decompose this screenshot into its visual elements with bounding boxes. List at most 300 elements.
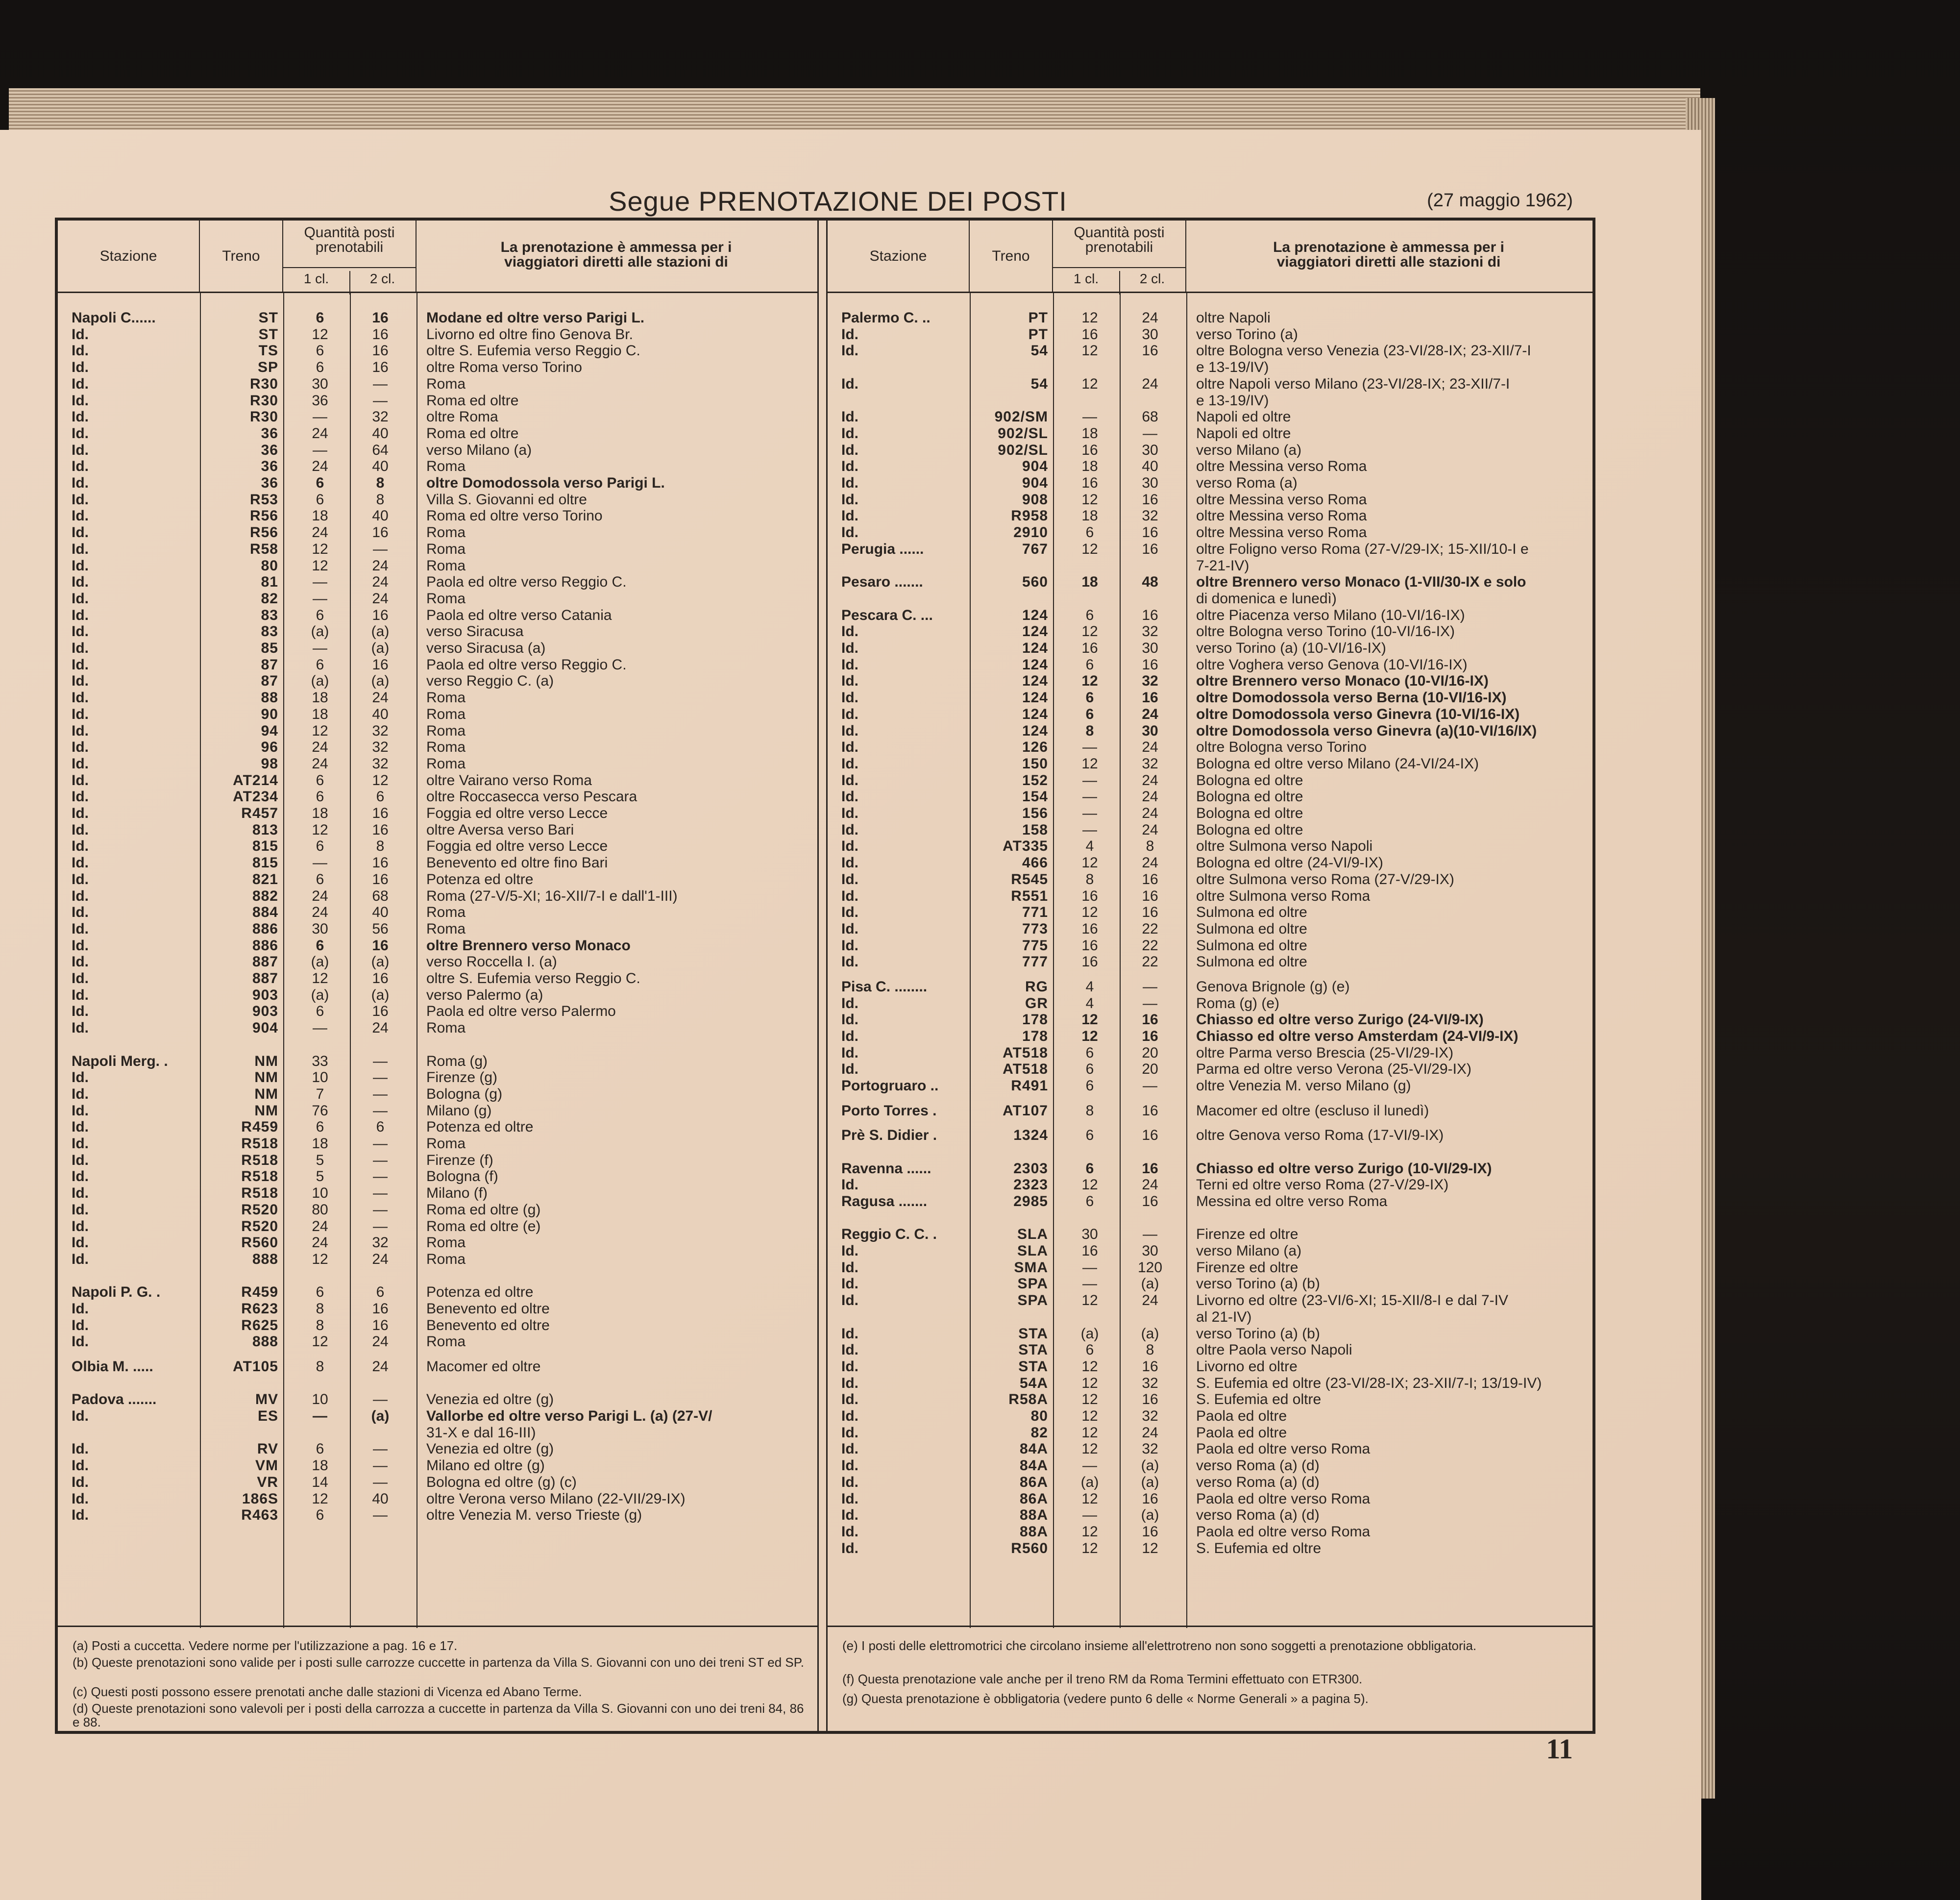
station-cell: Id. — [841, 442, 858, 458]
first-class-cell: 4 — [1085, 838, 1094, 855]
destination-cell: oltre Aversa verso Bari — [426, 821, 574, 838]
station-cell: Id. — [841, 1259, 858, 1276]
second-class-cell: 16 — [1142, 607, 1158, 623]
table-row — [828, 822, 1592, 839]
table-row — [828, 326, 1592, 343]
destination-cell: verso Torino (a) (10-VI/16-IX) — [1196, 640, 1386, 656]
train-cell: 178 — [1022, 1012, 1048, 1028]
train-cell: R518 — [241, 1152, 278, 1168]
table-row — [58, 1185, 817, 1202]
first-class-cell: 7 — [316, 1086, 324, 1102]
first-class-cell: 12 — [1081, 1177, 1098, 1193]
station-cell: Porto Torres . — [841, 1102, 937, 1119]
train-cell: 2303 — [1013, 1160, 1048, 1177]
train-cell: 884 — [252, 904, 278, 921]
table-row — [58, 393, 817, 409]
station-cell: Id. — [841, 640, 858, 656]
station-cell: Id. — [72, 855, 89, 871]
train-cell: 88A — [1019, 1523, 1048, 1540]
train-cell: MV — [255, 1391, 278, 1408]
station-cell: Id. — [72, 524, 89, 541]
second-class-cell: 24 — [1142, 805, 1158, 821]
destination-cell: Benevento ed oltre fino Bari — [426, 855, 608, 871]
station-cell: Id. — [72, 871, 89, 888]
page-number: 11 — [1546, 1733, 1573, 1765]
destination-cell: 7-21-IV) — [1196, 557, 1250, 574]
destination-cell: Roma — [426, 375, 466, 392]
table-row — [828, 1441, 1592, 1457]
destination-column-header — [416, 221, 816, 292]
table-row — [828, 772, 1592, 789]
train-cell: 124 — [1022, 607, 1048, 623]
first-class-cell: 12 — [312, 722, 328, 739]
second-class-cell: — — [1143, 995, 1157, 1012]
station-cell: Id. — [72, 475, 89, 491]
station-cell: Id. — [72, 1086, 89, 1102]
first-class-cell: 12 — [312, 1251, 328, 1267]
first-class-cell: 4 — [1085, 995, 1094, 1012]
train-cell: 882 — [252, 888, 278, 904]
first-class-cell: 12 — [1081, 541, 1098, 557]
first-class-cell: 12 — [1081, 375, 1098, 392]
table-row — [58, 1218, 817, 1235]
station-cell: Id. — [841, 772, 858, 789]
first-class-cell: 6 — [316, 607, 324, 623]
first-class-cell: 12 — [1081, 1441, 1098, 1457]
destination-cell: Milano (f) — [426, 1185, 488, 1202]
table-row — [58, 805, 817, 822]
station-cell: Id. — [841, 673, 858, 690]
station-cell: Id. — [841, 706, 858, 722]
second-class-cell: 16 — [1142, 656, 1158, 673]
first-class-cell: — — [1082, 789, 1097, 805]
station-cell: Portogruaro .. — [841, 1078, 939, 1094]
train-header-label: Treno — [222, 248, 260, 264]
table-row — [828, 888, 1592, 905]
second-class-cell: 16 — [372, 359, 389, 376]
destination-cell: S. Eufemia ed oltre — [1196, 1391, 1322, 1408]
first-class-cell: — — [313, 409, 327, 425]
destination-cell: oltre Brennero verso Monaco — [426, 937, 631, 954]
first-class-cell: 6 — [316, 656, 324, 673]
second-class-cell: 24 — [372, 690, 389, 706]
table-row — [58, 772, 817, 789]
station-cell: Id. — [841, 904, 858, 921]
train-cell: 152 — [1022, 772, 1048, 789]
second-class-cell: 16 — [1142, 343, 1158, 359]
train-cell: 815 — [252, 855, 278, 871]
first-class-cell: 8 — [316, 1358, 324, 1375]
first-class-cell: 6 — [316, 1441, 324, 1457]
table-row — [828, 1342, 1592, 1358]
second-class-cell: 16 — [1142, 888, 1158, 904]
first-class-cell: — — [313, 574, 327, 591]
train-cell: R518 — [241, 1135, 278, 1152]
first-class-cell: 12 — [1081, 1424, 1098, 1441]
first-class-cell: 18 — [312, 508, 328, 524]
table-row — [828, 524, 1592, 541]
second-class-cell: 24 — [1142, 772, 1158, 789]
station-cell: Id. — [841, 1292, 858, 1309]
second-class-cell: 30 — [1142, 640, 1158, 656]
station-cell: Prè S. Didier . — [841, 1127, 937, 1144]
destination-cell: oltre Sulmona verso Napoli — [1196, 838, 1373, 855]
table-row — [58, 1234, 817, 1251]
train-cell: R56 — [249, 508, 278, 524]
first-class-cell: 12 — [1081, 904, 1098, 921]
train-cell: STA — [1018, 1325, 1048, 1342]
train-cell: 904 — [252, 1020, 278, 1036]
station-cell: Id. — [841, 1490, 858, 1507]
destination-cell: oltre Messina verso Roma — [1196, 508, 1367, 524]
station-cell: Id. — [841, 1028, 858, 1044]
station-cell: Id. — [72, 1201, 89, 1218]
station-cell: Id. — [841, 508, 858, 524]
second-class-header: 2 cl. — [369, 271, 395, 286]
second-class-cell: (a) — [371, 954, 390, 970]
first-class-cell: 6 — [316, 475, 324, 491]
first-class-cell: 12 — [1081, 1523, 1098, 1540]
second-class-cell: — — [373, 1391, 388, 1408]
table-row — [828, 855, 1592, 871]
class-subheader — [283, 267, 416, 292]
destination-cell: Firenze (g) — [426, 1069, 498, 1086]
table-row — [828, 871, 1592, 888]
destination-cell: Terni ed oltre verso Roma (27-V/29-IX) — [1196, 1177, 1449, 1193]
first-class-cell: 6 — [316, 1284, 324, 1301]
destination-cell: Roma — [426, 557, 466, 574]
first-class-cell: 16 — [1081, 475, 1098, 491]
second-class-cell: 8 — [1146, 838, 1154, 855]
station-cell: Id. — [72, 821, 89, 838]
train-cell: 85 — [261, 640, 278, 656]
first-class-cell: — — [313, 640, 327, 656]
first-class-cell: — — [313, 590, 327, 607]
first-class-cell: 33 — [312, 1053, 328, 1069]
table-row — [828, 1177, 1592, 1193]
destination-cell: verso Roma (a) (d) — [1196, 1457, 1320, 1474]
second-class-cell: 16 — [1142, 871, 1158, 888]
train-cell: 813 — [252, 821, 278, 838]
train-cell: R457 — [241, 805, 278, 821]
first-class-cell: 12 — [1081, 673, 1098, 690]
destination-cell: Sulmona ed oltre — [1196, 937, 1307, 954]
table-row — [828, 359, 1592, 376]
first-class-cell: 18 — [312, 1457, 328, 1474]
station-cell: Id. — [841, 920, 858, 937]
train-cell: 86A — [1019, 1490, 1048, 1507]
table-row — [58, 475, 817, 492]
second-class-cell: 16 — [372, 1301, 389, 1317]
quantity-header-label: Quantità posti prenotabili — [1074, 224, 1165, 255]
destination-cell: oltre Piacenza verso Milano (10-VI/16-IX) — [1196, 607, 1465, 623]
second-class-cell: 30 — [1142, 326, 1158, 343]
station-cell: Id. — [841, 755, 858, 772]
first-class-cell: 12 — [1081, 1490, 1098, 1507]
table-row — [58, 1053, 817, 1070]
table-row — [828, 541, 1592, 558]
train-cell: R491 — [1011, 1078, 1048, 1094]
destination-cell: Paola ed oltre verso Catania — [426, 607, 612, 623]
station-cell: Id. — [72, 1408, 89, 1425]
first-class-cell: — — [1082, 1507, 1097, 1524]
train-cell: 2910 — [1013, 524, 1048, 541]
table-row — [828, 1491, 1592, 1507]
second-class-cell: — — [373, 1053, 388, 1069]
second-class-cell: 40 — [372, 1490, 389, 1507]
destination-cell: Venezia ed oltre (g) — [426, 1391, 554, 1408]
first-class-cell: 6 — [1085, 607, 1094, 623]
second-class-cell: 30 — [1142, 442, 1158, 458]
station-cell: Id. — [841, 1061, 858, 1078]
train-cell: R463 — [241, 1507, 278, 1524]
train-cell: 83 — [261, 607, 278, 623]
table-row — [828, 591, 1592, 607]
table-row — [58, 442, 817, 459]
station-cell: Id. — [841, 838, 858, 855]
table-row — [828, 442, 1592, 459]
second-class-cell: 16 — [1142, 1391, 1158, 1408]
station-cell: Id. — [72, 590, 89, 607]
quantity-column-header — [283, 221, 416, 292]
second-class-cell: — — [373, 375, 388, 392]
table-row — [828, 640, 1592, 657]
station-cell: Id. — [72, 1507, 89, 1524]
second-class-cell: 6 — [376, 789, 385, 805]
train-cell: R58A — [1008, 1391, 1048, 1408]
station-cell: Id. — [841, 1342, 858, 1358]
destination-cell: Bologna (g) — [426, 1086, 503, 1102]
second-class-cell: — — [373, 1474, 388, 1490]
table-row — [828, 979, 1592, 995]
table-row — [58, 706, 817, 723]
train-cell: 82 — [1030, 1424, 1048, 1441]
station-cell: Id. — [841, 722, 858, 739]
station-header-label: Stazione — [869, 248, 927, 264]
table-row — [828, 458, 1592, 475]
train-cell: 888 — [252, 1333, 278, 1350]
second-class-cell: 48 — [1142, 574, 1158, 591]
second-class-cell: 68 — [1142, 409, 1158, 425]
second-class-cell: 22 — [1142, 937, 1158, 954]
footnote: (a) Posti a cuccetta. Vedere norme per l'utilizzazione a pag. 16 e 17. — [73, 1638, 458, 1653]
station-cell: Id. — [72, 1441, 89, 1457]
train-cell: 80 — [261, 557, 278, 574]
train-cell: 560 — [1022, 574, 1048, 591]
train-cell: VM — [255, 1457, 278, 1474]
table-row — [828, 690, 1592, 706]
table-row — [828, 1540, 1592, 1557]
table-right-half — [826, 221, 1592, 1731]
first-class-cell: 12 — [312, 1333, 328, 1350]
station-cell: Padova ....... — [72, 1391, 157, 1408]
second-class-cell: 16 — [372, 326, 389, 343]
first-class-cell: 16 — [1081, 937, 1098, 954]
station-cell: Id. — [841, 821, 858, 838]
train-column-header — [200, 221, 283, 292]
second-class-cell: 32 — [372, 722, 389, 739]
second-class-cell: 32 — [1142, 623, 1158, 640]
table-row — [828, 1425, 1592, 1441]
table-row — [828, 492, 1592, 508]
station-cell: Id. — [841, 1441, 858, 1457]
table-row — [828, 756, 1592, 772]
train-cell: SPA — [1017, 1292, 1048, 1309]
table-row — [828, 508, 1592, 524]
destination-header-label: La prenotazione è ammessa per i viaggiatori diretti alle stazioni di — [500, 239, 732, 270]
destination-cell: Chiasso ed oltre verso Amsterdam (24-VI/9-IX) — [1196, 1028, 1519, 1044]
destination-header-label: La prenotazione è ammessa per i viaggiatori diretti alle stazioni di — [1273, 239, 1504, 270]
destination-cell: Roma ed oltre — [426, 392, 519, 409]
destination-cell: verso Milano (a) — [1196, 1243, 1302, 1259]
first-class-cell: 24 — [312, 888, 328, 904]
table-row — [828, 409, 1592, 425]
table-row — [58, 1284, 817, 1301]
train-cell: RV — [257, 1441, 278, 1457]
destination-cell: Roma — [426, 1333, 466, 1350]
train-cell: 84A — [1019, 1441, 1048, 1457]
train-column-header — [970, 221, 1053, 292]
destination-cell: oltre Bologna verso Venezia (23-VI/28-IX; 23-XII/7-I — [1196, 343, 1531, 359]
destination-cell: oltre Verona verso Milano (22-VII/29-IX) — [426, 1490, 686, 1507]
table-row — [828, 425, 1592, 442]
first-class-cell: 18 — [1081, 425, 1098, 442]
train-cell: NM — [254, 1053, 278, 1069]
train-cell: 90 — [261, 706, 278, 722]
station-cell: Id. — [72, 541, 89, 557]
table-row — [828, 1193, 1592, 1210]
station-cell: Id. — [841, 690, 858, 706]
destination-cell: verso Roma (a) (d) — [1196, 1507, 1320, 1524]
destination-cell: Roma — [426, 1251, 466, 1267]
second-class-cell: 40 — [372, 706, 389, 722]
second-class-cell: — — [373, 1152, 388, 1168]
second-class-cell: — — [373, 1086, 388, 1102]
first-class-cell: 5 — [316, 1152, 324, 1168]
train-cell: R518 — [241, 1185, 278, 1202]
station-cell: Id. — [841, 425, 858, 442]
station-cell: Id. — [72, 722, 89, 739]
destination-cell: oltre Roccasecca verso Pescara — [426, 789, 637, 805]
second-class-cell: — — [373, 1457, 388, 1474]
station-cell: Id. — [72, 739, 89, 756]
table-row — [58, 1391, 817, 1408]
destination-cell: Bologna ed oltre verso Milano (24-VI/24-IX) — [1196, 755, 1479, 772]
destination-cell: verso Siracusa — [426, 623, 524, 640]
table-row — [58, 640, 817, 657]
second-class-cell: 24 — [372, 590, 389, 607]
destination-cell: Roma ed oltre — [426, 425, 519, 442]
station-cell: Ragusa ....... — [841, 1193, 928, 1209]
train-cell: R459 — [241, 1119, 278, 1135]
table-row — [58, 1358, 817, 1375]
train-cell: R30 — [249, 392, 278, 409]
station-cell: Napoli C...... — [72, 310, 156, 326]
destination-cell: verso Milano (a) — [1196, 442, 1302, 458]
train-cell: 124 — [1022, 656, 1048, 673]
table-row — [828, 1507, 1592, 1524]
first-class-cell: 6 — [316, 1119, 324, 1135]
second-class-cell: 30 — [1142, 722, 1158, 739]
second-class-cell: 40 — [372, 508, 389, 524]
table-row — [828, 673, 1592, 690]
destination-cell: Chiasso ed oltre verso Zurigo (10-VI/29-IX) — [1196, 1160, 1492, 1177]
station-cell: Id. — [72, 1135, 89, 1152]
second-class-cell: 16 — [1142, 1012, 1158, 1028]
station-cell: Id. — [841, 1276, 858, 1292]
station-cell: Olbia M. ..... — [72, 1358, 153, 1375]
destination-cell: Benevento ed oltre — [426, 1317, 550, 1333]
train-cell: 888 — [252, 1251, 278, 1267]
train-cell: SPA — [1017, 1276, 1048, 1292]
train-cell: 887 — [252, 970, 278, 987]
train-cell: 902/SL — [998, 442, 1048, 458]
station-cell: Id. — [841, 524, 858, 541]
station-cell: Id. — [72, 937, 89, 954]
table-row — [58, 508, 817, 524]
train-cell: 83 — [261, 623, 278, 640]
train-cell: AT234 — [233, 789, 278, 805]
second-class-cell: 16 — [372, 821, 389, 838]
first-class-cell: — — [313, 1408, 327, 1425]
second-class-cell: (a) — [1141, 1474, 1159, 1490]
first-class-cell: 18 — [312, 690, 328, 706]
train-cell: 887 — [252, 954, 278, 970]
second-class-cell: 16 — [372, 607, 389, 623]
station-cell: Id. — [72, 673, 89, 690]
destination-cell: al 21-IV) — [1196, 1308, 1252, 1325]
train-cell: 178 — [1022, 1028, 1048, 1044]
second-class-cell: 32 — [1142, 1375, 1158, 1391]
second-class-cell: — — [373, 1201, 388, 1218]
destination-cell: oltre Roma — [426, 409, 498, 425]
class-subheader — [1053, 267, 1185, 292]
station-column-header — [828, 221, 970, 292]
train-cell: 908 — [1022, 491, 1048, 508]
second-class-cell: 16 — [1142, 541, 1158, 557]
first-class-cell: 18 — [1081, 574, 1098, 591]
station-cell: Id. — [72, 1317, 89, 1333]
station-cell: Id. — [72, 1218, 89, 1234]
first-class-cell: 12 — [1081, 855, 1098, 871]
station-cell: Id. — [72, 920, 89, 937]
table-row — [828, 1524, 1592, 1540]
table-row — [58, 1301, 817, 1317]
train-cell: STA — [1018, 1358, 1048, 1375]
second-class-cell: 8 — [376, 491, 385, 508]
first-class-cell: 12 — [312, 970, 328, 987]
destination-cell: Bologna ed oltre — [1196, 821, 1303, 838]
station-cell: Id. — [72, 640, 89, 656]
first-class-cell: 6 — [1085, 524, 1094, 541]
destination-cell: Bologna ed oltre — [1196, 789, 1303, 805]
destination-cell: Firenze (f) — [426, 1152, 493, 1168]
first-class-cell: 6 — [316, 871, 324, 888]
table-row — [828, 1276, 1592, 1292]
destination-cell: Roma ed oltre (g) — [426, 1201, 541, 1218]
second-class-cell: 40 — [1142, 458, 1158, 475]
destination-cell: verso Torino (a) — [1196, 326, 1298, 343]
destination-cell: Roma (g) — [426, 1053, 488, 1069]
station-cell: Id. — [841, 739, 858, 756]
destination-cell: Messina ed oltre verso Roma — [1196, 1193, 1388, 1209]
train-cell: R520 — [241, 1218, 278, 1234]
second-class-cell: — — [1143, 425, 1157, 442]
destination-cell: Paola ed oltre verso Palermo — [426, 1003, 616, 1020]
first-class-cell: 24 — [312, 1218, 328, 1234]
train-cell: 1324 — [1013, 1127, 1048, 1144]
destination-cell: Livorno ed oltre (23-VI/6-XI; 15-XII/8-I e dal 7-IV — [1196, 1292, 1508, 1309]
